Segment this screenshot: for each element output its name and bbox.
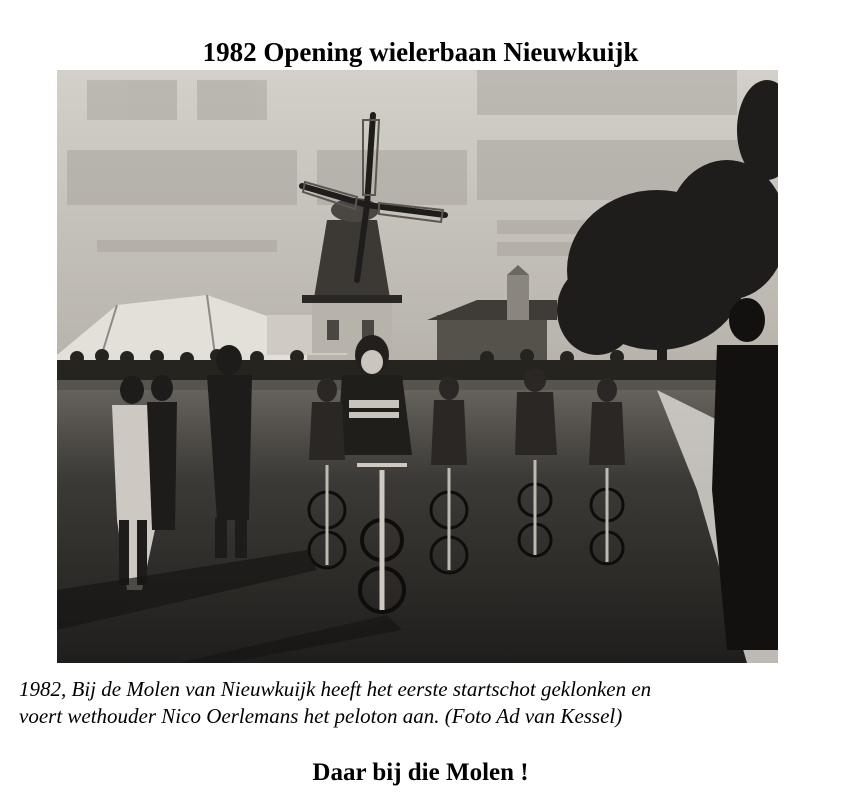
caption-line-1: 1982, Bij de Molen van Nieuwkuijk heeft het eerste startschot geklonken en: [19, 677, 652, 701]
footer-text: Daar bij die Molen !: [312, 759, 529, 786]
photo-caption: [19, 676, 819, 730]
page-title: 1982 Opening wielerbaan Nieuwkuijk: [202, 37, 639, 67]
caption-line-2: voert wethouder Nico Oerlemans het peloton aan. (Foto Ad van Kessel): [19, 704, 623, 728]
newspaper-photo: [57, 70, 778, 663]
photo-illustration: [57, 70, 778, 663]
